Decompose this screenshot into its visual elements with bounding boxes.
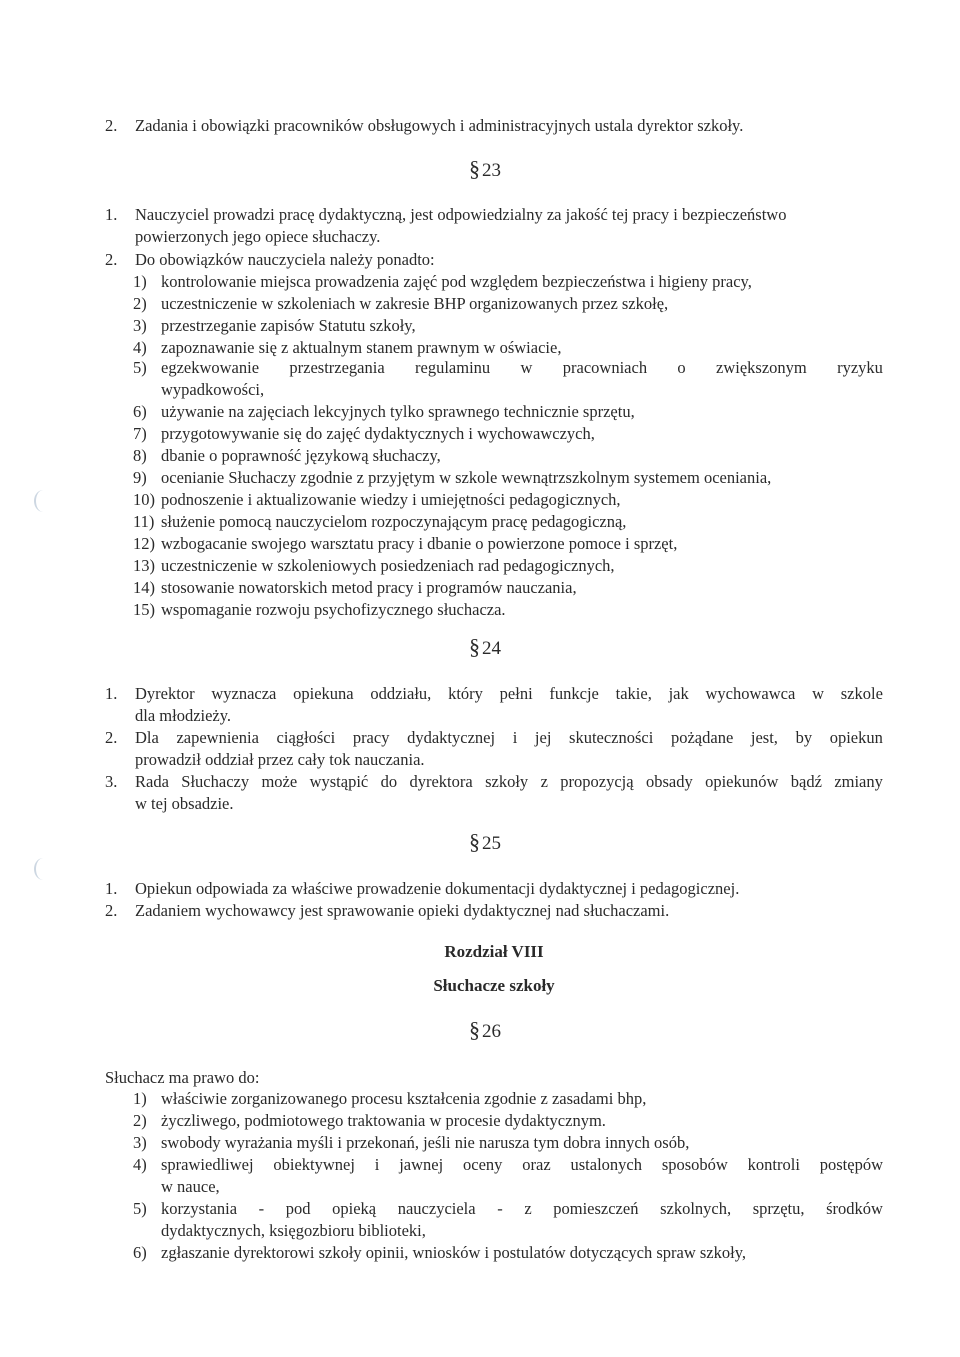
paragraph-text: Nauczyciel prowadzi pracę dydaktyczną, jest odpowiedzialny za jakość tej pracy i bezpieczeństwo [135,205,787,224]
list-item-number: 7) [133,424,147,443]
list-item-number: 8) [133,446,147,465]
list-item-number: 9) [133,468,147,487]
punch-hole-mark [34,858,52,880]
punch-hole-mark [34,490,52,512]
list-item-text: podnoszenie i aktualizowanie wiedzy i umiejętności pedagogicznych, [161,490,621,509]
list-item-number: 12) [133,534,155,553]
s26-lead: Słuchacz ma prawo do: [105,1068,260,1087]
section-symbol: § [469,634,480,659]
s24-item-1-cont: dla młodzieży. [135,706,232,725]
section-number: 25 [482,833,501,854]
paragraph-text-justified: Dla zapewnienia ciągłości pracy dydaktycznej i jej skuteczności pożądane jest, by opiekun [135,728,883,747]
section-symbol: § [469,156,480,181]
section-heading-25 [385,830,585,856]
paragraph-text-justified: Rada Słuchaczy może wystąpić do dyrektora szkoły z propozycją obsady opiekunów bądź zmiany [135,772,883,791]
list-item-text: swobody wyrażania myśli i przekonań, jeśli nie narusza tym dobra innych osób, [161,1133,690,1152]
list-item-number: 6) [133,1243,147,1262]
paragraph-text: Do obowiązków nauczyciela należy ponadto: [135,250,435,269]
list-item-text: wzbogacanie swojego warsztatu pracy i dbanie o powierzone pomoce i sprzęt, [161,534,678,553]
list-item-text: służenie pomocą nauczycielom rozpoczynającym pracę pedagogiczną, [161,512,627,531]
list-item-text: używanie na zajęciach lekcyjnych tylko sprawnego technicznie sprzętu, [161,402,635,421]
list-item-number: 3) [133,1133,147,1152]
paragraph-number: 2. [105,728,118,747]
paragraph-number: 2. [105,901,118,920]
list-item-number: 10) [133,490,155,509]
list-item-number: 4) [133,338,147,357]
paragraph-number: 2. [105,116,118,135]
paragraph-number: 1. [105,684,118,703]
list-item-number: 3) [133,316,147,335]
paragraph-number: 1. [105,205,118,224]
list-item-text: przestrzeganie zapisów Statutu szkoły, [161,316,416,335]
list-item-text: zapoznawanie się z aktualnym stanem prawnym w oświacie, [161,338,562,357]
list-item-number: 5) [133,1199,147,1218]
paragraph-text-justified: Dyrektor wyznacza opiekuna oddziału, który pełni funkcje takie, jak wychowawca w szkole [135,684,883,703]
list-item-text-justified: korzystania - pod opieką nauczyciela - z pomieszczeń szkolnych, sprzętu, środków [161,1199,883,1218]
list-item-number: 15) [133,600,155,619]
list-item-text-justified: sprawiedliwej obiektywnej i jawnej oceny oraz ustalonych sposobów kontroli postępów [161,1155,883,1174]
list-item-text: uczestniczenie w szkoleniach w zakresie BHP organizowanych przez szkołę, [161,294,669,313]
list-item-text: kontrolowanie miejsca prowadzenia zajęć pod względem bezpieczeństwa i higieny pracy, [161,272,752,291]
list-item-text: życzliwego, podmiotowego traktowania w procesie dydaktycznym. [161,1111,606,1130]
section-heading-26 [385,1018,585,1044]
section-symbol: § [469,829,480,854]
s24-item-3-cont: w tej obsadzie. [135,794,234,813]
list-item-number: 13) [133,556,155,575]
list-item-number: 1) [133,1089,147,1108]
section-heading-23 [385,157,585,183]
section-symbol: § [469,1017,480,1042]
list-item-text: wspomaganie rozwoju psychofizycznego słuchacza. [161,600,506,619]
list-item-number: 6) [133,402,147,421]
paragraph-text: Opiekun odpowiada za właściwe prowadzenie dokumentacji dydaktycznej i pedagogicznej. [135,879,740,898]
list-item-number: 2) [133,294,147,313]
list-item-text: przygotowywanie się do zajęć dydaktycznych i wychowawczych, [161,424,595,443]
section-number: 24 [482,638,501,659]
list-item-number: 14) [133,578,155,597]
list-item-number: 4) [133,1155,147,1174]
paragraph-number: 2. [105,250,118,269]
list-item-text-justified: egzekwowanie przestrzegania regulaminu w pracowniach o zwiększonym ryzyku [161,358,883,377]
section-heading-24 [385,635,585,661]
paragraph-number: 3. [105,772,118,791]
paragraph-text: Zadaniem wychowawcy jest sprawowanie opieki dydaktycznej nad słuchaczami. [135,901,670,920]
section-number: 26 [482,1021,501,1042]
chapter-title: Rozdział VIII [444,942,544,961]
list-item-number: 1) [133,272,147,291]
list-item-cont: w nauce, [161,1177,220,1196]
chapter-subtitle: Słuchacze szkoły [433,976,555,995]
list-item-text: zgłaszanie dyrektorowi szkoły opinii, wniosków i postulatów dotyczących spraw szkoły, [161,1243,747,1262]
list-item-cont: wypadkowości, [161,380,265,399]
s24-item-2-cont: prowadził oddział przez cały tok nauczania. [135,750,425,769]
paragraph-text: Zadania i obowiązki pracowników obsługowych i administracyjnych ustala dyrektor szkoły. [135,116,744,135]
list-item-text: dbanie o poprawność językową słuchaczy, [161,446,441,465]
list-item-cont: dydaktycznych, księgozbioru biblioteki, [161,1221,426,1240]
list-item-number: 2) [133,1111,147,1130]
list-item-text: stosowanie nowatorskich metod pracy i programów nauczania, [161,578,577,597]
list-item-number: 11) [133,512,155,531]
paragraph-number: 1. [105,879,118,898]
s23-paragraph-1-cont: powierzonych jego opiece słuchaczy. [135,227,381,246]
section-number: 23 [482,160,501,181]
list-item-text: właściwie zorganizowanego procesu kształcenia zgodnie z zasadami bhp, [161,1089,647,1108]
list-item-text: ocenianie Słuchaczy zgodnie z przyjętym w szkole wewnątrzszkolnym systemem oceniania, [161,468,772,487]
list-item-text: uczestniczenie w szkoleniowych posiedzeniach rad pedagogicznych, [161,556,615,575]
list-item-number: 5) [133,358,147,377]
